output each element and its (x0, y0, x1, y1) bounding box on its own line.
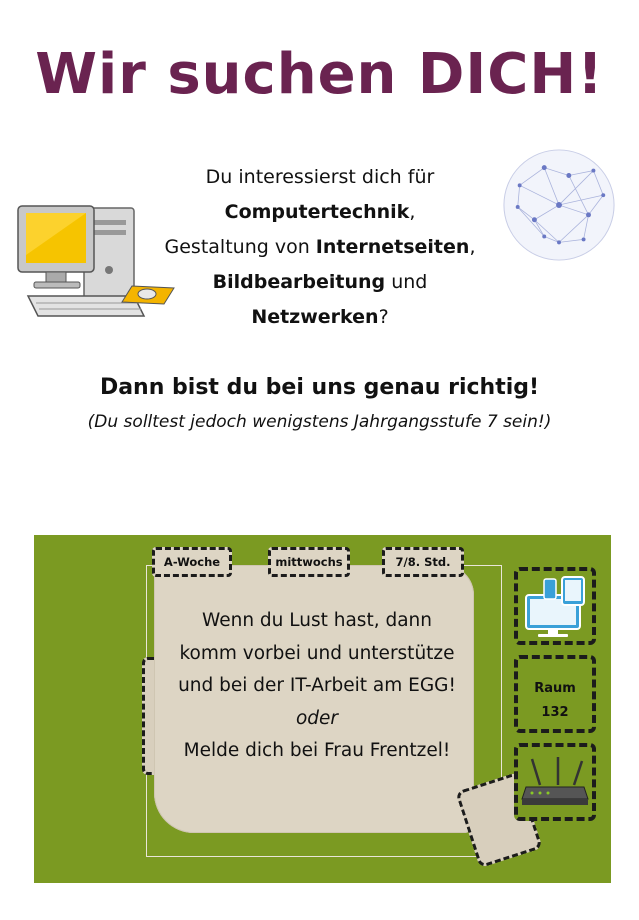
room-label: Raum (534, 681, 576, 696)
intro-line-2: Computertechnik, (224, 201, 416, 223)
message-line-4: oder (295, 707, 339, 729)
notice-board (34, 535, 611, 883)
router-icon (518, 747, 592, 817)
message-line-2: komm vorbei und unterstütze (179, 642, 455, 664)
room-info (518, 677, 592, 725)
network-globe-icon (500, 146, 618, 264)
router-card (514, 743, 596, 821)
page-title: Wir suchen DICH! (35, 42, 604, 107)
message-line-3: und bei der IT-Arbeit am EGG! (178, 675, 456, 696)
intro-line-4: Bildbearbeitung und (212, 271, 428, 293)
tag-period: 7/8. Std. (382, 547, 464, 577)
tag-week: A-Woche (152, 547, 232, 577)
headline: Dann bist du bei uns genau richtig! (99, 375, 540, 400)
tag-day: mittwochs (268, 547, 350, 577)
message-line-1: Wenn du Lust hast, dann (202, 610, 432, 631)
devices-card (514, 567, 596, 645)
intro-line-1: Du interessierst dich für (205, 166, 435, 188)
room-number: 132 (541, 705, 569, 720)
room-card (514, 655, 596, 733)
intro-line-5: Netzwerken? (251, 306, 389, 328)
devices-icon (518, 571, 592, 641)
intro-text (150, 160, 490, 335)
message-line-5: Melde dich bei Frau Frentzel! (183, 740, 451, 761)
board-message (152, 605, 482, 768)
subline: (Du solltest jedoch wenigstens Jahrgangsstufe 7 sein!) (87, 412, 552, 432)
intro-line-3: Gestaltung von Internetseiten, (164, 236, 476, 258)
